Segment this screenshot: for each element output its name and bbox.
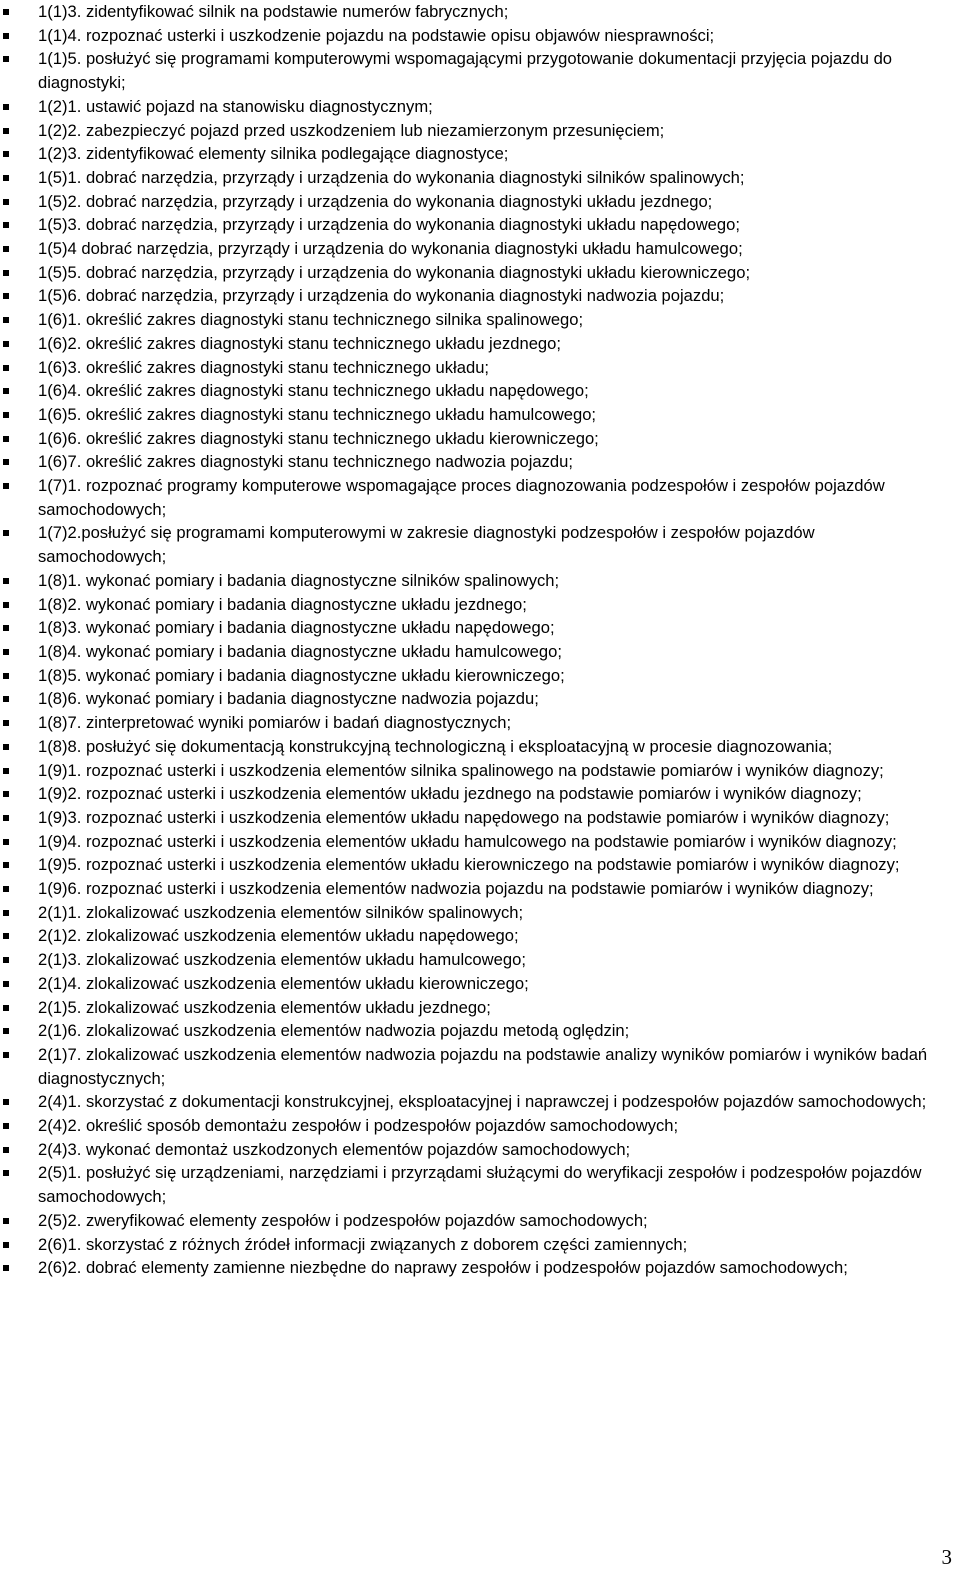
square-bullet-icon bbox=[3, 175, 9, 181]
square-bullet-icon bbox=[3, 625, 9, 631]
square-bullet-icon bbox=[3, 957, 9, 963]
list-item-text: 1(8)3. wykonać pomiary i badania diagnostyczne układu napędowego; bbox=[38, 618, 555, 638]
square-bullet-icon bbox=[3, 886, 9, 892]
list-item-text: 2(5)1. posłużyć się urządzeniami, narzędziami i przyrządami służącymi do weryfikacji zespołów i podzespołów pojazdów samochodowych; bbox=[38, 1163, 922, 1207]
list-item-text: 1(8)8. posłużyć się dokumentacją konstrukcyjną technologiczną i eksploatacyjną w procesie diagnozowania; bbox=[38, 736, 833, 756]
list-item-text: 1(8)4. wykonać pomiary i badania diagnostyczne układu hamulcowego; bbox=[38, 641, 562, 661]
list-item-text: 1(8)6. wykonać pomiary i badania diagnostyczne nadwozia pojazdu; bbox=[38, 689, 539, 709]
list-item-text: 2(4)2. określić sposób demontażu zespołów i podzespołów pojazdów samochodowych; bbox=[38, 1116, 679, 1136]
list-item-text: 1(9)1. rozpoznać usterki i uszkodzenia elementów silnika spalinowego na podstawie pomiarów i wyników diagnozy; bbox=[38, 760, 884, 780]
square-bullet-icon bbox=[3, 104, 9, 110]
list-item bbox=[0, 332, 960, 356]
square-bullet-icon bbox=[3, 317, 9, 323]
list-item bbox=[0, 901, 960, 925]
square-bullet-icon bbox=[3, 1099, 9, 1105]
square-bullet-icon bbox=[3, 412, 9, 418]
square-bullet-icon bbox=[3, 530, 9, 536]
list-item bbox=[0, 450, 960, 474]
list-item-text: 1(5)6. dobrać narzędzia, przyrządy i urządzenia do wykonania diagnostyki nadwozia pojazdu; bbox=[38, 286, 725, 306]
square-bullet-icon bbox=[3, 1265, 9, 1271]
square-bullet-icon bbox=[3, 673, 9, 679]
list-item-text: 1(8)1. wykonać pomiary i badania diagnostyczne silników spalinowych; bbox=[38, 570, 560, 590]
square-bullet-icon bbox=[3, 222, 9, 228]
square-bullet-icon bbox=[3, 33, 9, 39]
list-item bbox=[0, 1019, 960, 1043]
list-item-text: 2(1)2. zlokalizować uszkodzenia elementów układu napędowego; bbox=[38, 926, 519, 946]
list-item-text: 1(8)5. wykonać pomiary i badania diagnostyczne układu kierowniczego; bbox=[38, 665, 565, 685]
list-item-text: 1(9)5. rozpoznać usterki i uszkodzenia elementów układu kierowniczego na podstawie pomiarów i wyników diagnozy; bbox=[38, 855, 900, 875]
list-item bbox=[0, 711, 960, 735]
list-item bbox=[0, 616, 960, 640]
square-bullet-icon bbox=[3, 839, 9, 845]
page-number: 3 bbox=[941, 1545, 952, 1569]
square-bullet-icon bbox=[3, 744, 9, 750]
list-item-text: 1(5)5. dobrać narzędzia, przyrządy i urządzenia do wykonania diagnostyki układu kierowniczego; bbox=[38, 262, 751, 282]
list-item bbox=[0, 237, 960, 261]
list-item bbox=[0, 356, 960, 380]
list-item-text: 1(5)4 dobrać narzędzia, przyrządy i urządzenia do wykonania diagnostyki układu hamulcowego; bbox=[38, 239, 743, 259]
list-item bbox=[0, 213, 960, 237]
list-item bbox=[0, 1043, 960, 1090]
list-item bbox=[0, 474, 960, 521]
list-item-text: 1(1)5. posłużyć się programami komputerowymi wspomagającymi przygotowanie dokumentacji przyjęcia pojazdu do diagnostyki; bbox=[38, 49, 893, 93]
list-item-text: 1(2)3. zidentyfikować elementy silnika podlegające diagnostyce; bbox=[38, 144, 509, 164]
list-item bbox=[0, 379, 960, 403]
square-bullet-icon bbox=[3, 341, 9, 347]
list-item-text: 1(9)4. rozpoznać usterki i uszkodzenia elementów układu hamulcowego na podstawie pomiarów i wyników diagnozy; bbox=[38, 831, 897, 851]
square-bullet-icon bbox=[3, 128, 9, 134]
square-bullet-icon bbox=[3, 933, 9, 939]
square-bullet-icon bbox=[3, 56, 9, 62]
list-item bbox=[0, 1090, 960, 1114]
list-item bbox=[0, 166, 960, 190]
list-item bbox=[0, 190, 960, 214]
list-item bbox=[0, 569, 960, 593]
list-item bbox=[0, 830, 960, 854]
list-item-text: 1(6)4. określić zakres diagnostyki stanu technicznego układu napędowego; bbox=[38, 381, 589, 401]
list-item-text: 2(4)3. wykonać demontaż uszkodzonych elementów pojazdów samochodowych; bbox=[38, 1139, 631, 1159]
list-item-text: 1(5)2. dobrać narzędzia, przyrządy i urządzenia do wykonania diagnostyki układu jezdnego; bbox=[38, 191, 713, 211]
list-item-text: 1(6)6. określić zakres diagnostyki stanu technicznego układu kierowniczego; bbox=[38, 428, 599, 448]
square-bullet-icon bbox=[3, 1052, 9, 1058]
list-item bbox=[0, 142, 960, 166]
square-bullet-icon bbox=[3, 1028, 9, 1034]
square-bullet-icon bbox=[3, 649, 9, 655]
square-bullet-icon bbox=[3, 1005, 9, 1011]
list-item-text: 1(2)1. ustawić pojazd na stanowisku diagnostycznym; bbox=[38, 96, 433, 116]
list-item bbox=[0, 521, 960, 568]
square-bullet-icon bbox=[3, 602, 9, 608]
list-item bbox=[0, 782, 960, 806]
square-bullet-icon bbox=[3, 1147, 9, 1153]
list-item bbox=[0, 1114, 960, 1138]
list-item bbox=[0, 759, 960, 783]
list-item-text: 2(1)6. zlokalizować uszkodzenia elementów nadwozia pojazdu metodą oględzin; bbox=[38, 1021, 630, 1041]
square-bullet-icon bbox=[3, 815, 9, 821]
square-bullet-icon bbox=[3, 483, 9, 489]
list-item-text: 1(9)3. rozpoznać usterki i uszkodzenia elementów układu napędowego na podstawie pomiarów i wyników diagnozy; bbox=[38, 807, 890, 827]
square-bullet-icon bbox=[3, 981, 9, 987]
list-item-text: 1(6)7. określić zakres diagnostyki stanu technicznego nadwozia pojazdu; bbox=[38, 452, 573, 472]
list-item-text: 1(5)3. dobrać narzędzia, przyrządy i urządzenia do wykonania diagnostyki układu napędowego; bbox=[38, 215, 740, 235]
list-item bbox=[0, 284, 960, 308]
list-item-text: 1(8)2. wykonać pomiary i badania diagnostyczne układu jezdnego; bbox=[38, 594, 527, 614]
list-item bbox=[0, 853, 960, 877]
list-item-text: 1(8)7. zinterpretować wyniki pomiarów i badań diagnostycznych; bbox=[38, 713, 512, 733]
list-item bbox=[0, 47, 960, 94]
list-item-text: 1(6)1. określić zakres diagnostyki stanu technicznego silnika spalinowego; bbox=[38, 310, 584, 330]
list-item-text: 2(6)1. skorzystać z różnych źródeł informacji związanych z doborem części zamiennych; bbox=[38, 1234, 688, 1254]
square-bullet-icon bbox=[3, 1218, 9, 1224]
list-item bbox=[0, 806, 960, 830]
list-item-text: 1(1)4. rozpoznać usterki i uszkodzenie pojazdu na podstawie opisu objawów niesprawności; bbox=[38, 25, 715, 45]
list-item-text: 1(7)1. rozpoznać programy komputerowe wspomagające proces diagnozowania podzespołów i zespołów pojazdów samochodowych; bbox=[38, 476, 885, 519]
square-bullet-icon bbox=[3, 199, 9, 205]
square-bullet-icon bbox=[3, 9, 9, 15]
list-item-text: 2(1)7. zlokalizować uszkodzenia elementów nadwozia pojazdu na podstawie analizy wyników pomiarów i wyników badań diagnostycznych; bbox=[38, 1044, 928, 1088]
square-bullet-icon bbox=[3, 293, 9, 299]
square-bullet-icon bbox=[3, 270, 9, 276]
square-bullet-icon bbox=[3, 910, 9, 916]
list-item-text: 2(1)3. zlokalizować uszkodzenia elementów układu hamulcowego; bbox=[38, 950, 526, 970]
square-bullet-icon bbox=[3, 578, 9, 584]
list-item-text: 2(1)5. zlokalizować uszkodzenia elementów układu jezdnego; bbox=[38, 997, 491, 1017]
list-item-text: 2(1)1. zlokalizować uszkodzenia elementów silników spalinowych; bbox=[38, 902, 524, 922]
list-item-text: 1(7)2.posłużyć się programami komputerowymi w zakresie diagnostyki podzespołów i zespołów pojazdów samochodowych; bbox=[38, 523, 815, 567]
list-item-text: 1(9)6. rozpoznać usterki i uszkodzenia elementów nadwozia pojazdu na podstawie pomiarów i wyników diagnozy; bbox=[38, 879, 874, 899]
list-item bbox=[0, 427, 960, 451]
list-item bbox=[0, 1161, 960, 1208]
list-item-text: 2(4)1. skorzystać z dokumentacji konstrukcyjnej, eksploatacyjnej i naprawczej i podzespołów pojazdów samochodowych; bbox=[38, 1092, 927, 1112]
list-item-text: 2(5)2. zweryfikować elementy zespołów i podzespołów pojazdów samochodowych; bbox=[38, 1210, 648, 1230]
square-bullet-icon bbox=[3, 720, 9, 726]
list-item-text: 1(9)2. rozpoznać usterki i uszkodzenia elementów układu jezdnego na podstawie pomiarów i wyników diagnozy; bbox=[38, 784, 862, 804]
list-item-text: 1(1)3. zidentyfikować silnik na podstawie numerów fabrycznych; bbox=[38, 2, 509, 21]
list-item-text: 2(6)2. dobrać elementy zamienne niezbędne do naprawy zespołów i podzespołów pojazdów samochodowych; bbox=[38, 1258, 848, 1278]
list-item bbox=[0, 948, 960, 972]
square-bullet-icon bbox=[3, 388, 9, 394]
list-item-text: 1(6)5. określić zakres diagnostyki stanu technicznego układu hamulcowego; bbox=[38, 404, 597, 424]
list-item bbox=[0, 308, 960, 332]
list-item bbox=[0, 119, 960, 143]
list-item bbox=[0, 1256, 960, 1280]
list-item-text: 2(1)4. zlokalizować uszkodzenia elementów układu kierowniczego; bbox=[38, 973, 529, 993]
square-bullet-icon bbox=[3, 1123, 9, 1129]
square-bullet-icon bbox=[3, 365, 9, 371]
list-item bbox=[0, 1233, 960, 1257]
square-bullet-icon bbox=[3, 459, 9, 465]
list-item bbox=[0, 261, 960, 285]
list-item-text: 1(2)2. zabezpieczyć pojazd przed uszkodzeniem lub niezamierzonym przesunięciem; bbox=[38, 120, 665, 140]
square-bullet-icon bbox=[3, 862, 9, 868]
list-item bbox=[0, 95, 960, 119]
list-item bbox=[0, 664, 960, 688]
square-bullet-icon bbox=[3, 791, 9, 797]
list-item bbox=[0, 0, 960, 24]
square-bullet-icon bbox=[3, 1242, 9, 1248]
square-bullet-icon bbox=[3, 436, 9, 442]
list-item-text: 1(6)3. określić zakres diagnostyki stanu technicznego układu; bbox=[38, 357, 490, 377]
list-item-text: 1(6)2. określić zakres diagnostyki stanu technicznego układu jezdnego; bbox=[38, 333, 562, 353]
list-item bbox=[0, 640, 960, 664]
list-item bbox=[0, 24, 960, 48]
list-item bbox=[0, 1138, 960, 1162]
list-item bbox=[0, 877, 960, 901]
list-item bbox=[0, 403, 960, 427]
list-item bbox=[0, 735, 960, 759]
list-item bbox=[0, 1209, 960, 1233]
list-item bbox=[0, 996, 960, 1020]
list-item-text: 1(5)1. dobrać narzędzia, przyrządy i urządzenia do wykonania diagnostyki silników spalinowych; bbox=[38, 167, 745, 187]
list-item bbox=[0, 924, 960, 948]
list-item bbox=[0, 593, 960, 617]
list-item bbox=[0, 972, 960, 996]
square-bullet-icon bbox=[3, 1170, 9, 1176]
square-bullet-icon bbox=[3, 151, 9, 157]
square-bullet-icon bbox=[3, 696, 9, 702]
list-item bbox=[0, 687, 960, 711]
square-bullet-icon bbox=[3, 246, 9, 252]
square-bullet-icon bbox=[3, 768, 9, 774]
